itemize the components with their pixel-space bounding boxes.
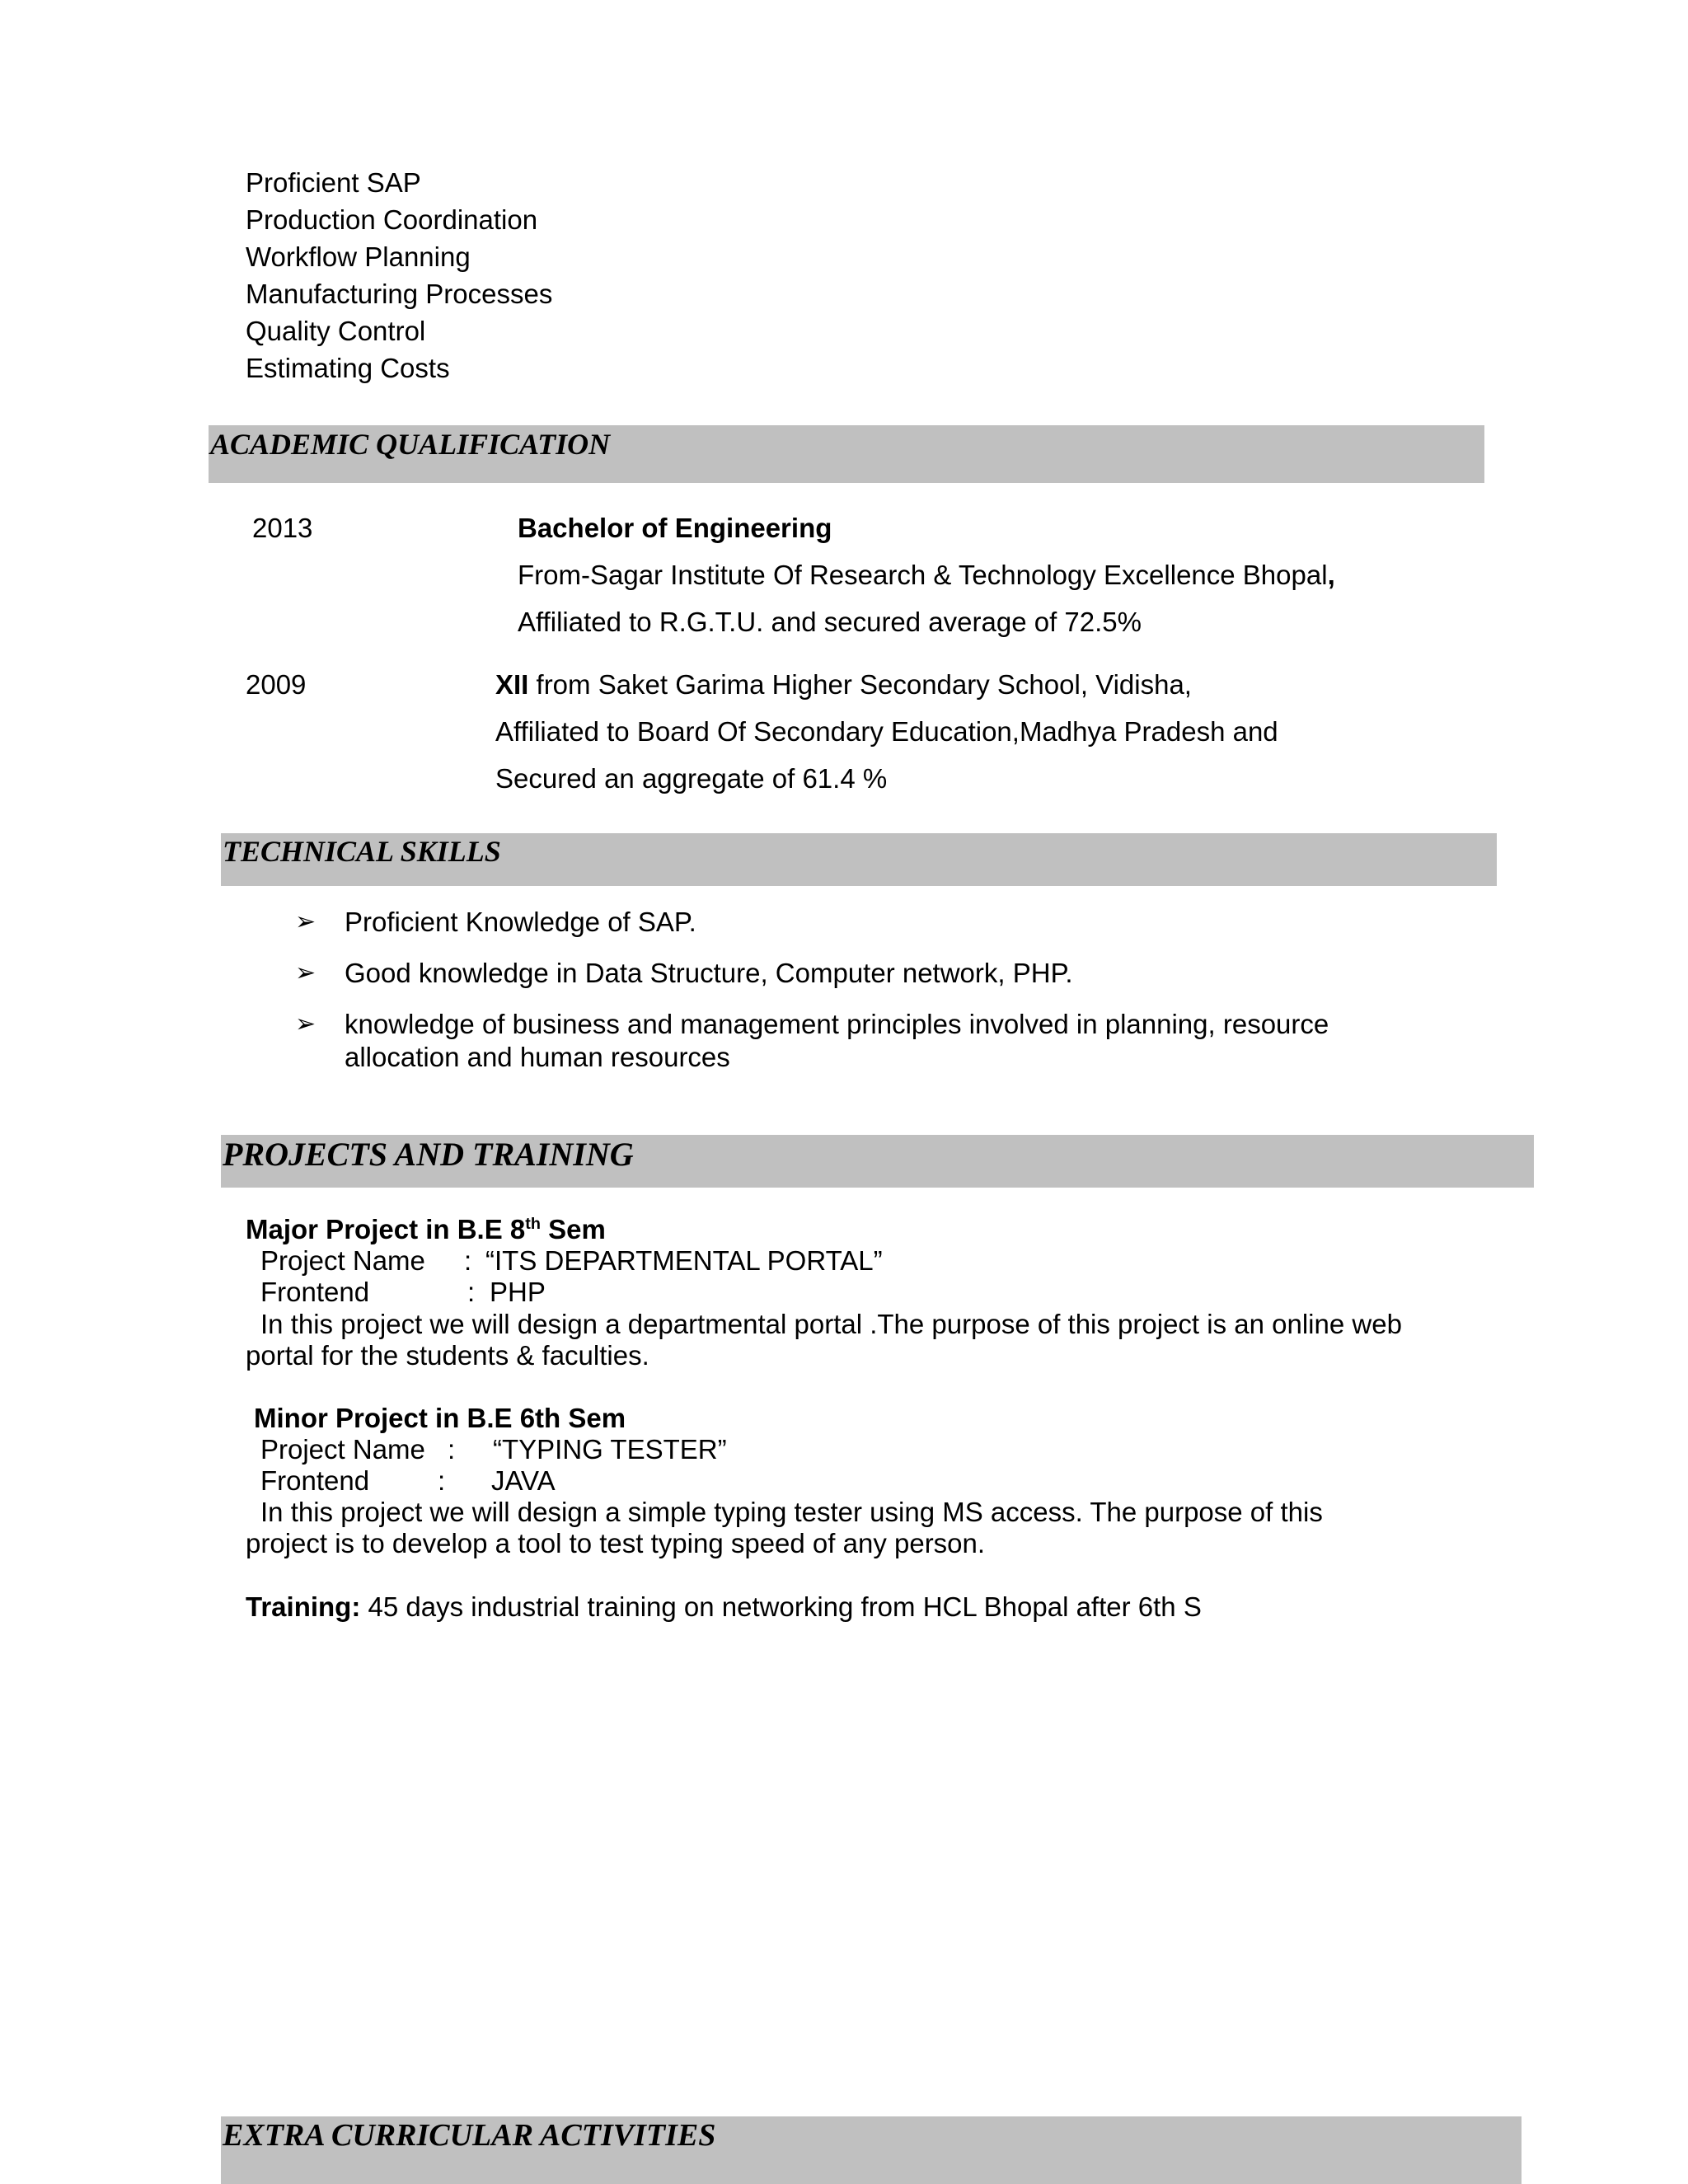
skill-item: Proficient SAP — [246, 167, 421, 198]
skill-item: Estimating Costs — [246, 353, 450, 383]
major-project-heading — [246, 1213, 606, 1246]
be-year: 2013 — [252, 513, 313, 543]
training-line — [246, 1591, 1202, 1624]
technical-skill-item: Good knowledge in Data Structure, Computer network, PHP. — [345, 958, 1073, 988]
extra-section-title: EXTRA CURRICULAR ACTIVITIES — [223, 2118, 716, 2153]
major-project-name-label: Project Name — [260, 1245, 425, 1276]
major-frontend-sep: : — [467, 1277, 476, 1307]
academic-section-title: ACADEMIC QUALIFICATION — [210, 428, 611, 461]
technical-skill-item: Proficient Knowledge of SAP. — [345, 907, 696, 937]
major-project-name-value: “ITS DEPARTMENTAL PORTAL” — [485, 1245, 883, 1276]
xii-affiliation: Affiliated to Board Of Secondary Education,Madhya Pradesh and — [495, 716, 1278, 747]
xii-year: 2009 — [246, 669, 307, 700]
technical-skill-item-continued: allocation and human resources — [345, 1042, 730, 1072]
training-text: 45 days industrial training on networking from HCL Bhopal after 6th S — [360, 1591, 1202, 1622]
major-project-description: In this project we will design a departmental portal .The purpose of this project is an online web — [260, 1309, 1402, 1339]
bullet-arrow-icon: ➢ — [295, 959, 316, 987]
xii-aggregate: Secured an aggregate of 61.4 % — [495, 763, 888, 794]
be-affiliation: Affiliated to R.G.T.U. and secured average of 72.5% — [518, 607, 1142, 637]
major-project-description-continued: portal for the students & faculties. — [246, 1340, 649, 1371]
academic-section-header — [209, 425, 1484, 483]
minor-project-name-sep: : — [448, 1434, 456, 1465]
be-institute: From-Sagar Institute Of Research & Technology Excellence Bhopal — [518, 560, 1328, 590]
technical-section-title: TECHNICAL SKILLS — [223, 835, 501, 868]
minor-project-heading: Minor Project in B.E 6th Sem — [254, 1403, 626, 1433]
skill-item: Quality Control — [246, 316, 426, 346]
be-institute-comma: , — [1327, 560, 1335, 590]
technical-skill-item: knowledge of business and management principles involved in planning, resource — [345, 1009, 1329, 1039]
minor-frontend-value: JAVA — [491, 1465, 556, 1496]
major-frontend-label: Frontend — [260, 1277, 370, 1307]
projects-section-header — [221, 1135, 1534, 1188]
xii-degree: XII — [495, 669, 529, 700]
be-degree: Bachelor of Engineering — [518, 513, 832, 543]
minor-frontend-label: Frontend — [260, 1465, 370, 1496]
major-project-heading-sem: Sem — [540, 1214, 606, 1244]
major-project-heading-text: Major Project in B.E 8 — [246, 1214, 526, 1244]
training-label: Training: — [246, 1591, 361, 1622]
projects-section-title: PROJECTS AND TRAINING — [223, 1136, 634, 1173]
minor-project-name-label: Project Name — [260, 1434, 425, 1465]
minor-project-description-continued: project is to develop a tool to test typing speed of any person. — [246, 1528, 986, 1558]
minor-project-name-value: “TYPING TESTER” — [493, 1434, 727, 1465]
bullet-arrow-icon: ➢ — [295, 908, 316, 935]
minor-project-description: In this project we will design a simple typing tester using MS access. The purpose of this — [260, 1497, 1323, 1527]
be-institute-line — [518, 559, 1335, 592]
xii-line — [495, 668, 1192, 701]
xii-school: from Saket Garima Higher Secondary School, Vidisha, — [528, 669, 1192, 700]
major-frontend-value: PHP — [490, 1277, 546, 1307]
technical-section-header — [221, 833, 1497, 886]
skill-item: Production Coordination — [246, 204, 538, 235]
extra-section-header — [221, 2116, 1522, 2184]
minor-frontend-sep: : — [438, 1465, 446, 1496]
skill-item: Manufacturing Processes — [246, 279, 553, 309]
skill-item: Workflow Planning — [246, 241, 471, 272]
bullet-arrow-icon: ➢ — [295, 1010, 316, 1038]
major-project-name-sep: : — [464, 1245, 472, 1276]
major-project-heading-sup: th — [525, 1215, 541, 1233]
